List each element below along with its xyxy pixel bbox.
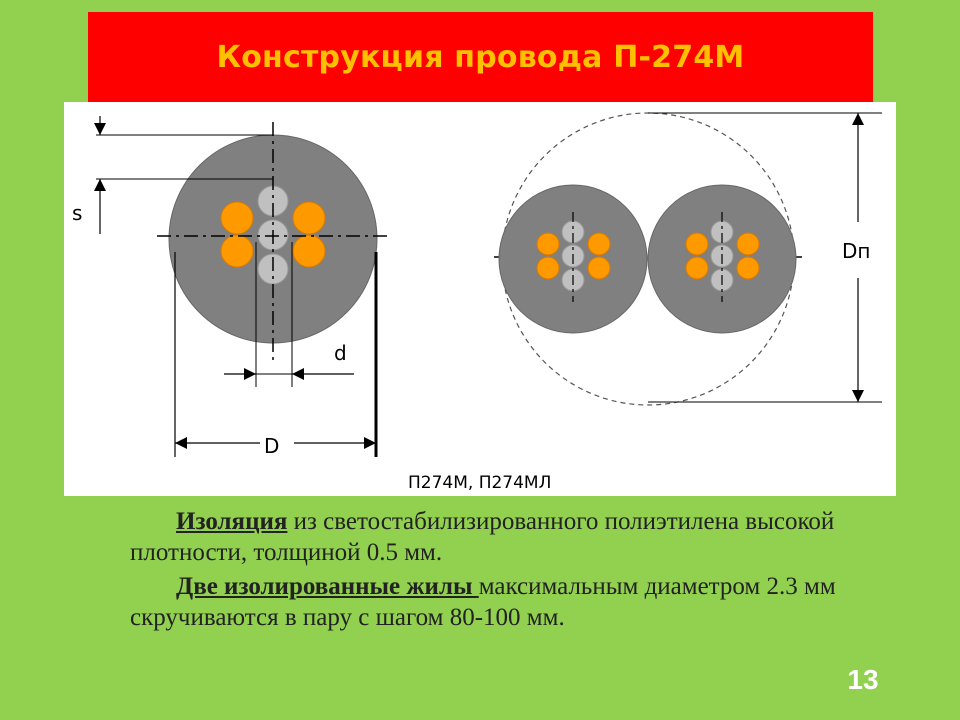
slide-title: Конструкция провода П-274М bbox=[216, 39, 745, 75]
copper-wire bbox=[293, 202, 325, 234]
left-conductor bbox=[499, 185, 647, 333]
wire-diagram bbox=[64, 102, 896, 496]
title-bar bbox=[88, 12, 873, 102]
copper-wire bbox=[293, 235, 325, 267]
copper-wire bbox=[588, 233, 610, 255]
wire-diagram-svg bbox=[64, 102, 896, 496]
insulation-paragraph bbox=[130, 506, 850, 568]
insulation-text: из светостабилизированного полиэтилена высокой плотности, толщиной 0.5 мм. bbox=[130, 508, 835, 566]
copper-wire bbox=[537, 257, 559, 279]
page-number: 13 bbox=[847, 664, 879, 695]
copper-wire bbox=[686, 257, 708, 279]
copper-wire bbox=[588, 257, 610, 279]
insulation-term: Изоляция bbox=[176, 508, 288, 535]
cores-paragraph bbox=[130, 571, 850, 633]
copper-wire bbox=[686, 233, 708, 255]
copper-wire bbox=[737, 257, 759, 279]
cores-term: Две изолированные жилы bbox=[176, 573, 479, 600]
label-Dn: Dп bbox=[842, 239, 871, 263]
label-d: d bbox=[334, 341, 347, 365]
twisted-pair-cross-section bbox=[494, 113, 802, 405]
label-s: s bbox=[72, 201, 83, 225]
copper-wire bbox=[221, 235, 253, 267]
right-conductor bbox=[648, 185, 796, 333]
copper-wire bbox=[221, 202, 253, 234]
cores-text: максимальным диаметром 2.3 мм скручиваются в пару с шагом 80-100 мм. bbox=[130, 573, 836, 631]
single-wire-cross-section bbox=[157, 122, 390, 364]
copper-wire bbox=[537, 233, 559, 255]
diagram-caption: П274М, П274МЛ bbox=[408, 473, 552, 493]
description-text bbox=[130, 506, 850, 633]
label-D: D bbox=[264, 434, 280, 458]
copper-wire bbox=[737, 233, 759, 255]
